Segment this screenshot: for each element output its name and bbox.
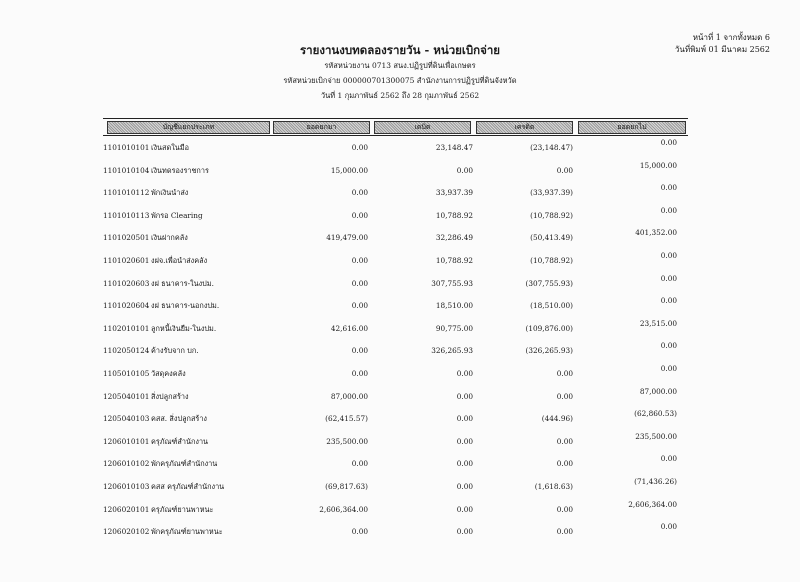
account-name: เงินฝากคลัง (151, 233, 188, 243)
debit-amount: 18,510.00 (435, 301, 473, 311)
account-code: 1206010101 (103, 436, 150, 446)
carried-forward-amount: 0.00 (351, 278, 368, 288)
credit-amount: 0.00 (556, 165, 573, 175)
col-header-debit: เดบิต (374, 121, 471, 134)
credit-amount: 0.00 (556, 459, 573, 469)
carried-forward-amount: 0.00 (351, 527, 368, 537)
account-code: 1206020101 (103, 504, 150, 514)
table-row (103, 498, 688, 521)
print-date: วันที่พิมพ์ 01 มีนาคม 2562 (674, 45, 770, 54)
account-code: 1206010103 (103, 481, 150, 491)
credit-amount: (307,755.93) (525, 278, 573, 288)
carried-forward-amount: (69,817.63) (325, 481, 368, 491)
debit-amount: 23,148.47 (435, 143, 473, 152)
carried-forward-amount: 0.00 (351, 188, 368, 198)
carried-forward-amount: 0.00 (351, 301, 368, 311)
debit-amount: 0.00 (456, 527, 473, 537)
table-row (103, 339, 688, 362)
debit-amount: 0.00 (456, 391, 473, 401)
account-code: 1205040103 (103, 414, 150, 424)
balance-amount: 0.00 (660, 454, 677, 464)
carried-forward-amount: 2,606,364.00 (319, 504, 368, 514)
credit-amount: 0.00 (556, 391, 573, 401)
account-code: 1101010112 (103, 188, 150, 198)
credit-amount: (326,265.93) (525, 346, 573, 356)
account-name: งฝ ธนาคาร-ในงปม. (151, 278, 214, 288)
debit-amount: 10,788.92 (435, 255, 473, 265)
credit-amount: 0.00 (556, 527, 573, 537)
balance-amount: 0.00 (660, 273, 677, 283)
credit-amount: (1,618.63) (534, 481, 573, 491)
carried-forward-amount: 15,000.00 (330, 165, 368, 175)
balance-amount: 0.00 (660, 138, 677, 147)
debit-amount: 0.00 (456, 459, 473, 469)
table-row (103, 520, 688, 543)
table-row (103, 159, 688, 182)
credit-amount: (10,788.92) (530, 255, 573, 265)
account-code: 1101010104 (103, 165, 150, 175)
table-row (103, 294, 688, 317)
account-name: ครุภัณฑ์ยานพาหนะ (151, 504, 214, 514)
table-row (103, 430, 688, 453)
credit-amount: 0.00 (556, 504, 573, 514)
carried-forward-amount: 235,500.00 (326, 436, 368, 446)
account-name: พักเงินนำส่ง (151, 188, 189, 198)
credit-amount: (18,510.00) (530, 301, 573, 311)
disbursement-unit-line: รหัสหน่วยเบิกจ่าย 000000701300075 สำนักงานการปฏิรูปที่ดินจังหวัด (283, 76, 517, 85)
account-name: คสส. สิ่งปลูกสร้าง (151, 414, 207, 424)
table-row (103, 272, 688, 295)
balance-amount: 0.00 (660, 522, 677, 532)
table-row (103, 204, 688, 227)
balance-amount: 0.00 (660, 250, 677, 260)
account-code: 1105010105 (103, 368, 150, 378)
account-name: ครุภัณฑ์สำนักงาน (151, 436, 209, 446)
balance-amount: 0.00 (660, 341, 677, 351)
account-name: งฝ ธนาคาร-นอกงปม. (151, 301, 220, 311)
table-row (103, 181, 688, 204)
account-code: 1101020603 (103, 278, 150, 288)
account-name: วัสดุคงคลัง (151, 368, 186, 378)
carried-forward-amount: (62,415.57) (325, 414, 368, 424)
account-name: งฝจ.เพื่อนำส่งคลัง (151, 255, 208, 265)
account-code: 1101020501 (103, 233, 150, 243)
balance-amount: 0.00 (660, 363, 677, 373)
page-number: หน้าที่ 1 จากทั้งหมด 6 (692, 33, 770, 42)
carried-forward-amount: 0.00 (351, 368, 368, 378)
credit-amount: (444.96) (541, 414, 573, 424)
table-row (103, 249, 688, 272)
table-row (103, 362, 688, 385)
carried-forward-amount: 0.00 (351, 255, 368, 265)
credit-amount: (50,413.49) (530, 233, 573, 243)
debit-amount: 307,755.93 (431, 278, 473, 288)
account-code: 1102050124 (103, 346, 150, 356)
debit-amount: 0.00 (456, 481, 473, 491)
account-name: เงินสดในมือ (151, 143, 189, 152)
account-name: ลูกหนี้เงินยืม-ในงปม. (151, 323, 217, 333)
table-row (103, 452, 688, 475)
carried-forward-amount: 42,616.00 (330, 323, 368, 333)
account-name: ค้างรับจาก บก. (151, 346, 199, 356)
balance-amount: 401,352.00 (635, 228, 677, 238)
balance-amount: 15,000.00 (639, 160, 677, 170)
carried-forward-amount: 0.00 (351, 346, 368, 356)
debit-amount: 90,775.00 (435, 323, 473, 333)
debit-amount: 326,265.93 (431, 346, 473, 356)
debit-amount: 32,286.49 (435, 233, 473, 243)
account-name: พักรอ Clearing (151, 210, 203, 220)
account-code: 1102010101 (103, 323, 150, 333)
debit-amount: 33,937.39 (435, 188, 473, 198)
account-code: 1205040101 (103, 391, 150, 401)
account-name: พักครุภัณฑ์ยานพาหนะ (151, 527, 223, 537)
credit-amount: (109,876.00) (525, 323, 573, 333)
debit-amount: 0.00 (456, 504, 473, 514)
date-range: วันที่ 1 กุมภาพันธ์ 2562 ถึง 28 กุมภาพันธ์ 2562 (320, 91, 480, 100)
balance-amount: 2,606,364.00 (628, 499, 677, 509)
table-header (103, 118, 688, 136)
carried-forward-amount: 0.00 (351, 459, 368, 469)
carried-forward-amount: 0.00 (351, 210, 368, 220)
debit-amount: 10,788.92 (435, 210, 473, 220)
balance-amount: 23,515.00 (639, 318, 677, 328)
credit-amount: (23,148.47) (530, 143, 573, 152)
account-code: 1206020102 (103, 527, 150, 537)
debit-amount: 0.00 (456, 165, 473, 175)
col-header-account: บัญชีแยกประเภท (107, 121, 270, 134)
account-code: 1101020601 (103, 255, 150, 265)
col-header-carried-forward: ยอดยกมา (273, 121, 370, 134)
account-code: 1206010102 (103, 459, 150, 469)
credit-amount: 0.00 (556, 436, 573, 446)
credit-amount: (10,788.92) (530, 210, 573, 220)
account-code: 1101020604 (103, 301, 150, 311)
table-body (103, 136, 688, 543)
debit-amount: 0.00 (456, 368, 473, 378)
account-name: พักครุภัณฑ์สำนักงาน (151, 459, 218, 469)
account-code: 1101010113 (103, 210, 150, 220)
account-name: คสส ครุภัณฑ์สำนักงาน (151, 481, 225, 491)
balance-amount: 0.00 (660, 183, 677, 193)
balance-amount: 87,000.00 (639, 386, 677, 396)
col-header-balance: ยอดยกไป (578, 121, 686, 134)
balance-amount: 0.00 (660, 296, 677, 306)
account-name: สิ่งปลูกสร้าง (151, 391, 189, 401)
credit-amount: (33,937.39) (530, 188, 573, 198)
col-header-credit: เครดิต (476, 121, 573, 134)
table-row (103, 317, 688, 340)
department-line: รหัสหน่วยงาน 0713 สนง.ปฏิรูปที่ดินเพื่อเกษตร (324, 61, 476, 70)
balance-amount: 0.00 (660, 205, 677, 215)
trial-balance-table (103, 118, 688, 543)
carried-forward-amount: 0.00 (351, 143, 368, 152)
table-row (103, 136, 688, 159)
table-row (103, 385, 688, 408)
carried-forward-amount: 87,000.00 (330, 391, 368, 401)
balance-amount: 235,500.00 (635, 431, 677, 441)
table-row (103, 407, 688, 430)
balance-amount: (71,436.26) (634, 476, 677, 486)
debit-amount: 0.00 (456, 436, 473, 446)
credit-amount: 0.00 (556, 368, 573, 378)
account-name: เงินทดรองราชการ (151, 165, 209, 175)
report-title: รายงานงบทดลองรายวัน - หน่วยเบิกจ่าย (299, 43, 501, 57)
carried-forward-amount: 419,479.00 (326, 233, 368, 243)
account-code: 1101010101 (103, 143, 150, 152)
table-row (103, 226, 688, 249)
debit-amount: 0.00 (456, 414, 473, 424)
balance-amount: (62,860.53) (634, 409, 677, 419)
table-row (103, 475, 688, 498)
